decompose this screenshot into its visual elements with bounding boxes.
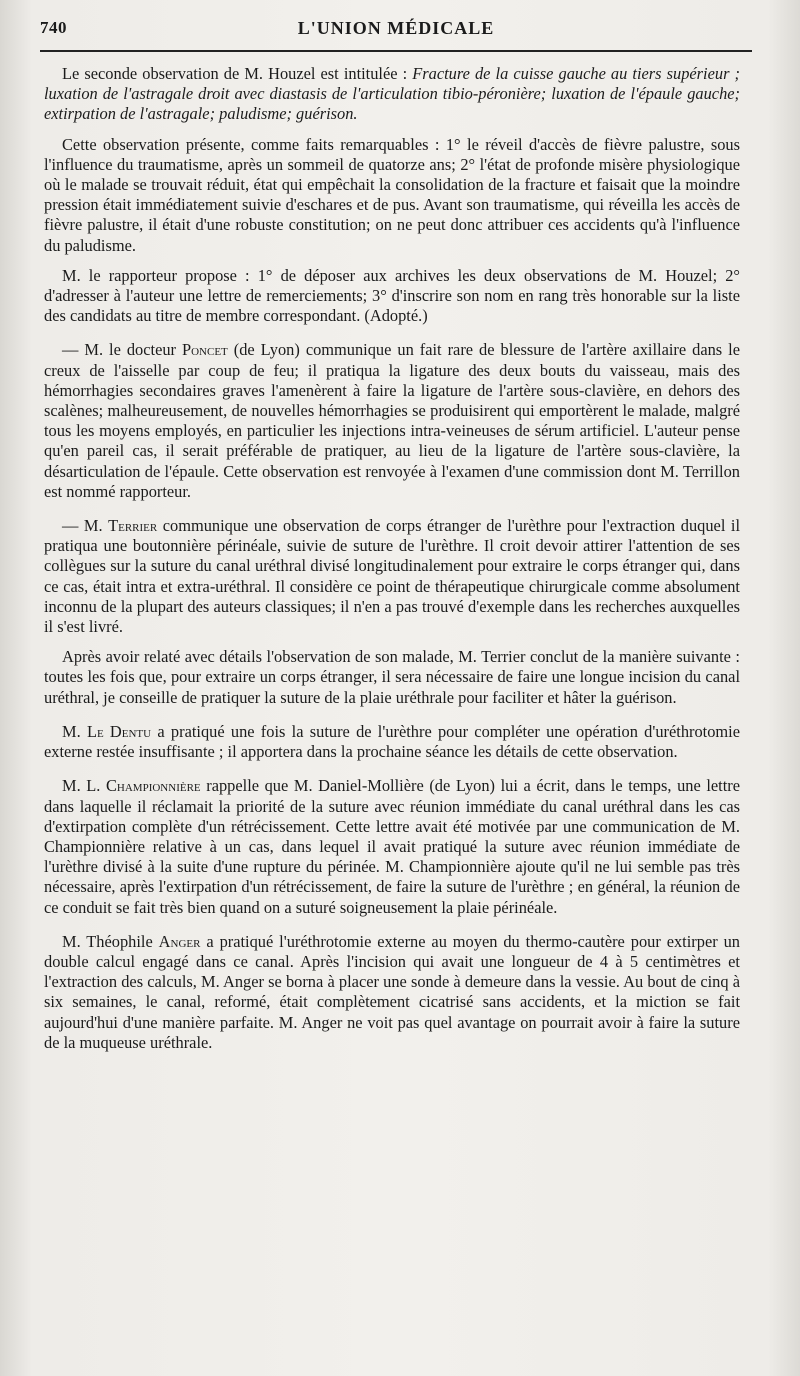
header-rule: [40, 50, 752, 52]
author-name: Le Dentu: [86, 721, 152, 741]
paragraph-text: a pratiqué une fois la suture de l'urèthre pour compléter une opération d'uréthrotomie externe restée insuffisante ; il apportera dans la prochaine séance les détails de cette observation.: [44, 721, 740, 762]
journal-title: L'UNION MÉDICALE: [297, 18, 495, 38]
paragraph-text: communique une observation de corps étranger de l'urèthre pour l'extraction duquel il pratiqua une boutonnière périnéale, suivie de suture de l'urèthre. Il croit devoir attirer l'attention de ses collègues sur la suture du canal uréthral divisé longitudinalement pour extraire le corps étranger qui, dans ce cas, était intra et extra-uréthral. Il considère ce point de thérapeutique chirurgicale comme absolument inconnu de la plupart des auteurs classiques; il n'en a pas trouvé d'exemple dans les recherches auxquelles il s'est livré.: [44, 516, 741, 637]
paragraph-rapporteur-proposal: M. le rapporteur propose : 1° de déposer aux archives les deux observations de M. Houzel; 2° d'adresser à l'auteur une lettre de remerciements; 3° d'inscrire son nom en rang très honorable sur la liste des candidats au titre de membre correspondant. (Adopté.): [44, 265, 740, 326]
running-header: [40, 18, 752, 48]
paragraph-poncet: [44, 340, 740, 502]
paragraph-text: (de Lyon) communique un fait rare de blessure de l'artère axillaire dans le creux de l'aisselle par coup de feu; il pratiqua la ligature des deux bouts du vaisseau, mais des hémorrhagies secondaires graves l'amenèrent à faire la ligature de l'artère sous-clavière, en dehors des scalènes; malheureusement, de nouvelles hémorrhagies se produisirent qui emportèrent le malade, malgré tous les moyens employés, en particulier les injections intra-veineuses de sérum artificiel. L'auteur pense qu'en pareil cas, il serait préférable de pratiquer, au lieu de la ligature de l'artère sous-clavière, la désarticulation de l'épaule. Cette observation est renvoyée à l'examen d'une commission dont M. Terrillon est nommé rapporteur.: [44, 340, 740, 501]
paragraph-anger: [44, 932, 740, 1053]
paragraph-text: M.: [62, 721, 87, 741]
paragraph-text: a pratiqué l'uréthrotomie externe au moyen du thermo-cautère pour extirper un double calcul engagé dans ce canal. Après l'incision qui avait une longueur de 4 à 5 centimètres et l'extraction des calculs, M. Anger se borna à placer une sonde à demeure dans la vessie. Au bout de cinq à six semaines, le canal, reformé, était complètement cicatrisé sans accidents, et la miction se fait aujourd'hui d'une manière parfaite. M. Anger ne voit pas quel avantage on pourrait avoir à faire la suture de la muqueuse uréthrale.: [44, 931, 740, 1052]
paragraph-houzel-title: [44, 64, 740, 125]
author-name: Anger: [158, 931, 201, 951]
paragraph-text: M. L.: [62, 776, 106, 796]
author-name: Terrier: [108, 516, 158, 536]
author-name: Poncet: [182, 340, 228, 360]
paragraph-text: — M.: [62, 516, 109, 536]
paragraph-text: M. Théophile: [62, 931, 159, 951]
paragraph-terrier: [44, 516, 740, 637]
page-number: 740: [40, 18, 67, 37]
paragraph-championniere: [44, 776, 740, 917]
paragraph-text: — M. le docteur: [62, 340, 182, 360]
author-name: Championnière: [105, 776, 201, 796]
paragraph-terrier-conclusion: Après avoir relaté avec détails l'observation de son malade, M. Terrier conclut de la manière suivante : toutes les fois que, pour extraire un corps étranger, il sera nécessaire de faire une longue incision du canal uréthral, je conseille de pratiquer la suture de la plaie uréthrale pour faciliter et hâter la guérison.: [44, 647, 740, 707]
paragraph-observation-remarks: Cette observation présente, comme faits remarquables : 1° le réveil d'accès de fièvre palustre, sous l'influence du traumatisme, après un sommeil de quatorze ans; 2° l'état de profonde misère physiologique où le malade se trouvait réduit, état qui empêchait la consolidation de la fracture et faisait que la moindre pression était immédiatement suivie d'eschares et de pus. Avant son traumatisme, qui réveilla les accès de fièvre palustre, il était d'une robuste constitution; on ne peut donc attribuer ces accidents qu'à l'influence du paludisme.: [44, 134, 740, 255]
paragraph-le-dentu: [44, 722, 740, 762]
paragraph-text: rappelle que M. Daniel-Mollière (de Lyon) lui a écrit, dans le temps, une lettre dans laquelle il réclamait la priorité de la suture avec réunion immédiate du canal uréthral dans les cas d'extirpation complète d'un rétrécissement. Cette lettre avait été motivée par une communication de M. Championnière relative à un cas, dans lequel il avait pratiqué la suture avec réunion immédiate de l'urèthre divisé à la suite d'une rupture du périnée. M. Championnière ajoute qu'il ne lui semble pas très nécessaire, après l'extirpation d'un rétrécissement, de faire la suture de l'urèthre ; en général, la réunion de ce conduit se fait très bien quand on a suturé soigneusement la plaie périnéale.: [44, 776, 741, 917]
observation-title: Fracture de la cuisse gauche au tiers supérieur ; luxation de l'astragale droit avec diastasis de l'articulation tibio-péronière; luxation de l'épaule gauche; extirpation de l'astragale; paludisme; guérison.: [44, 64, 740, 124]
article-body: [44, 64, 740, 1063]
paragraph-text: Le seconde observation de M. Houzel est intitulée :: [62, 64, 413, 83]
